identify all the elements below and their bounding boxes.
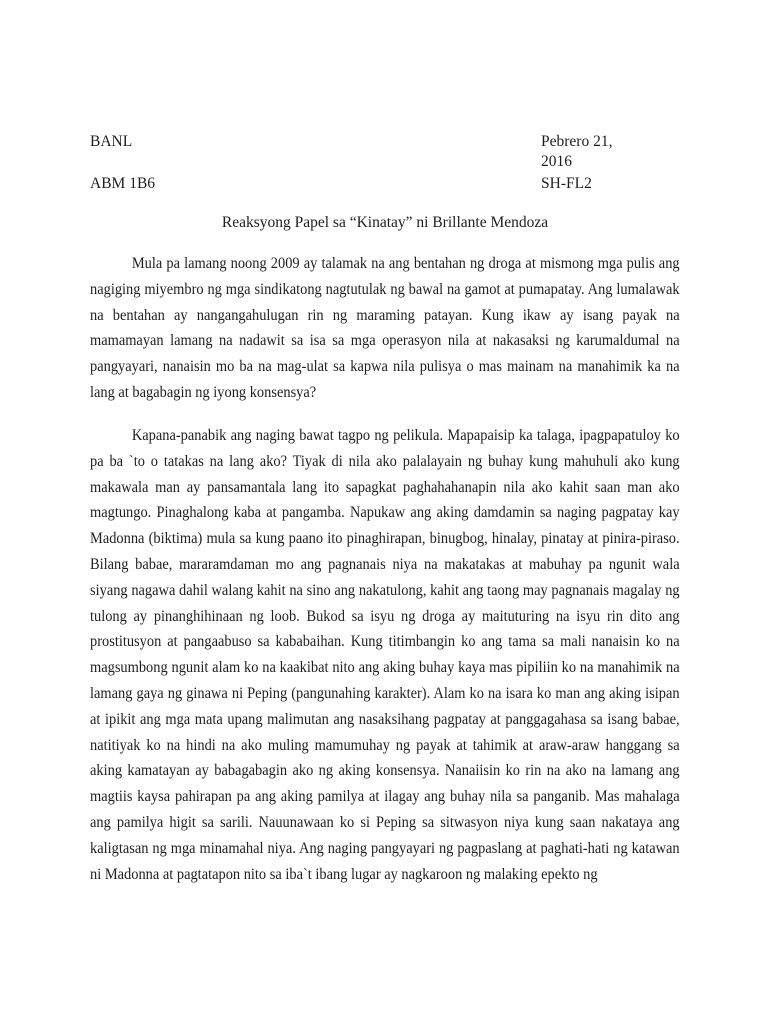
section-label: ABM 1B6 [90, 175, 156, 192]
author-name: BANL [90, 133, 133, 150]
document-date: Pebrero 21, 2016 [541, 133, 613, 170]
header-row-section-code [90, 174, 646, 194]
paragraph-1: Mula pa lamang noong 2009 ay talamak na ang bentahan ng droga at mismong mga pulis ang nagiging miyembro ng mga sindikatong nagtutulak ng bawal na gamot at pumapatay. Ang lumalawak na bentahan ay nangangahulugan rin ng maraming patayan. Kung ikaw ay isang payak na mamamayan lamang na nadawit sa isa sa mga operasyon nila at nakasaksi ng karumaldumal na pangyayari, nanaisin mo ba na mag-ulat sa kapwa nila pulisya o mas mainam na manahimik ka na lang at bagabagin ng iyong konsensya? [90, 255, 680, 401]
document-title: Reaksyong Papel sa “Kinatay” ni Brillante Mendoza [221, 214, 549, 231]
paragraph-2: Kapana-panabik ang naging bawat tagpo ng pelikula. Mapapaisip ka talaga, ipagpapatuloy ko pa ba `to o tatakas na lang ako? Tiyak di nila ako palalayain ng buhay kung mahuhuli ako kung makawala man ay pansamantala lang ito sapagkat paghahahanapin nila ako kahit saan man ako magtungo. Pinaghalong kaba at pangamba. Napukaw ang aking damdamin sa naging pagpatay kay Madonna (biktima) mula sa kung paano ito pinaghirapan, binugbog, hinalay, pinatay at pinira-piraso. Bilang babae, mararamdaman mo ang pagnanais niya na makatakas at mabuhay pa ngunit wala siyang nagawa dahil walang kahit na sino ang nakatulong, kahit ang taong may pagnanais magalay ng tulong ay pinanghihinaan ng loob. Bukod sa isyu ng droga ay maituturing na isyu rin dito ang prostitusyon at pangaabuso sa kababaihan. Kung titimbangin ko ang tama sa mali nanaisin ko na magsumbong ngunit alam ko na kaakibat nito ang aking buhay kaya mas pipiliin ko na manahimik na lamang gaya ng ginawa ni Peping (pangunahing karakter). Alam ko na isara ko man ang aking isipan at ipikit ang mga mata upang malimutan ang nasaksihang pagpatay at panggagahasa sa isang babae, natitiyak ko na hindi na ako muling mamumuhay ng payak at tahimik at araw-araw hanggang sa aking kamatayan ay babagabagin ako ng aking konsensya. Nanaiisin ko rin na ako na lamang ang magtiis kaysa pahirapan pa ang aking pamilya at ilagay ang buhay nila sa panganib. Mas mahalaga ang pamilya higit sa sarili. Nauunawaan ko si Peping sa sitwasyon niya kung saan nakataya ang kaligtasan ng mga minamahal niya. Ang naging pangyayari ng pagpaslang at paghati-hati ng katawan ni Madonna at pagtatapon nito sa iba`t ibang lugar ay nagkaroon ng malaking epekto ng [90, 427, 680, 883]
header-row-name-date [90, 132, 646, 170]
course-code: SH-FL2 [541, 175, 592, 192]
